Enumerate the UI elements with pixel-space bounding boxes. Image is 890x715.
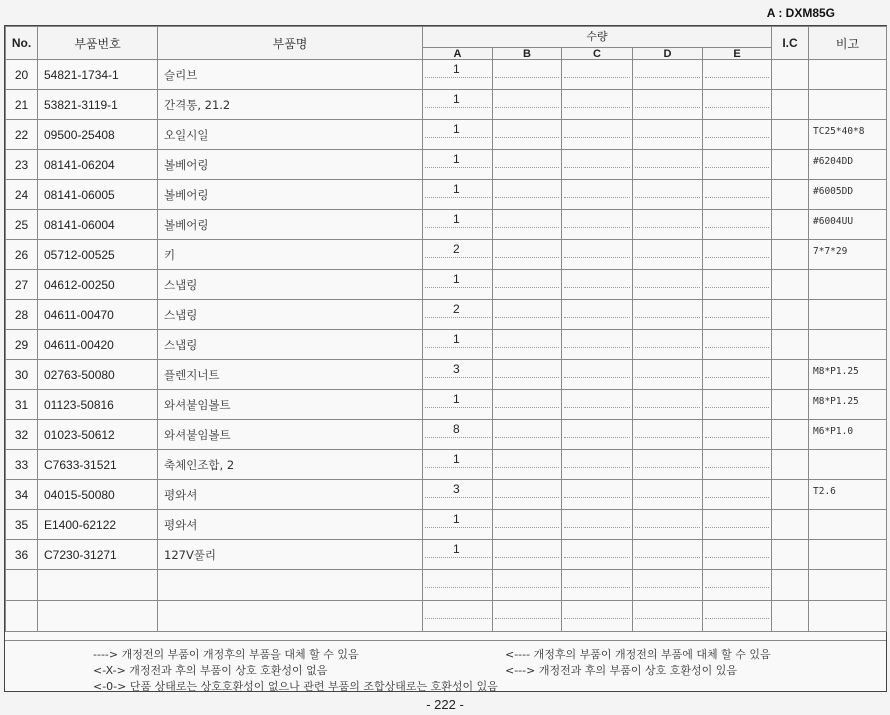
ic-cell [772, 60, 809, 90]
ic-cell [772, 480, 809, 510]
table-row [6, 390, 887, 420]
row-number: 23 [6, 150, 38, 180]
part-number: 08141-06004 [38, 210, 158, 240]
table-row [6, 540, 887, 570]
qty-c-cell [562, 120, 633, 150]
qty-a: 2 [453, 302, 460, 316]
part-name: 와셔붙임볼트 [158, 420, 423, 450]
qty-b-cell [493, 450, 562, 480]
ic-cell [772, 90, 809, 120]
ic-cell [772, 240, 809, 270]
empty-cell [633, 570, 703, 601]
header-part-no: 부품번호 [38, 27, 158, 60]
qty-c-cell [562, 330, 633, 360]
part-number: C7230-31271 [38, 540, 158, 570]
qty-c-cell [562, 390, 633, 420]
remark: #6005DD [809, 180, 887, 210]
part-name: 볼베어링 [158, 210, 423, 240]
row-number: 22 [6, 120, 38, 150]
qty-a: 1 [453, 542, 460, 556]
table-row [6, 480, 887, 510]
row-number: 35 [6, 510, 38, 540]
qty-b-cell [493, 540, 562, 570]
ic-cell [772, 270, 809, 300]
part-name: 슬리브 [158, 60, 423, 90]
table-row [6, 60, 887, 90]
ic-cell [772, 210, 809, 240]
ic-cell [772, 450, 809, 480]
remark [809, 540, 887, 570]
qty-a: 3 [453, 362, 460, 376]
row-number: 33 [6, 450, 38, 480]
header-col-e: E [703, 48, 772, 60]
qty-d-cell [633, 540, 703, 570]
empty-row [6, 570, 887, 601]
header-remarks: 비고 [809, 27, 887, 60]
part-number: 54821-1734-1 [38, 60, 158, 90]
ic-cell [772, 510, 809, 540]
part-number: 04612-00250 [38, 270, 158, 300]
empty-cell [772, 601, 809, 632]
header-ic: I.C [772, 27, 809, 60]
qty-c-cell [562, 540, 633, 570]
table-row [6, 210, 887, 240]
qty-e-cell [703, 390, 772, 420]
row-number: 20 [6, 60, 38, 90]
ic-cell [772, 540, 809, 570]
empty-cell [562, 601, 633, 632]
header-col-a: A [423, 48, 493, 60]
qty-d-cell [633, 120, 703, 150]
header-col-c: C [562, 48, 633, 60]
remark [809, 330, 887, 360]
qty-b-cell [493, 60, 562, 90]
remark: #6004UU [809, 210, 887, 240]
qty-c-cell [562, 270, 633, 300]
qty-e-cell [703, 480, 772, 510]
empty-cell [423, 570, 493, 601]
qty-a-cell [423, 120, 493, 150]
qty-a-cell [423, 450, 493, 480]
row-number: 24 [6, 180, 38, 210]
part-number: 04611-00420 [38, 330, 158, 360]
part-number: 09500-25408 [38, 120, 158, 150]
empty-cell [633, 601, 703, 632]
qty-a-cell [423, 540, 493, 570]
qty-b-cell [493, 120, 562, 150]
part-name: 스냅링 [158, 300, 423, 330]
qty-a: 8 [453, 422, 460, 436]
qty-c-cell [562, 60, 633, 90]
qty-b-cell [493, 480, 562, 510]
qty-d-cell [633, 210, 703, 240]
qty-b-cell [493, 360, 562, 390]
empty-cell [38, 570, 158, 601]
qty-a: 3 [453, 482, 460, 496]
table-row [6, 270, 887, 300]
legend-not-compatible: <-X-> 개정전과 후의 부품이 상호 호환성이 없음 [93, 664, 328, 677]
remark: M8*P1.25 [809, 360, 887, 390]
empty-cell [423, 601, 493, 632]
qty-a-cell [423, 150, 493, 180]
part-name: 스냅링 [158, 270, 423, 300]
qty-e-cell [703, 60, 772, 90]
row-number: 36 [6, 540, 38, 570]
remark [809, 270, 887, 300]
ic-cell [772, 330, 809, 360]
qty-c-cell [562, 150, 633, 180]
qty-d-cell [633, 240, 703, 270]
remark [809, 60, 887, 90]
qty-c-cell [562, 90, 633, 120]
part-number: 04015-50080 [38, 480, 158, 510]
parts-rows [6, 60, 887, 632]
empty-cell [772, 570, 809, 601]
header-no: No. [6, 27, 38, 60]
qty-b-cell [493, 390, 562, 420]
qty-c-cell [562, 360, 633, 390]
qty-a-cell [423, 420, 493, 450]
row-number: 26 [6, 240, 38, 270]
header-part-name: 부품명 [158, 27, 423, 60]
qty-a-cell [423, 60, 493, 90]
qty-a-cell [423, 480, 493, 510]
qty-e-cell [703, 150, 772, 180]
table-row [6, 150, 887, 180]
empty-cell [158, 601, 423, 632]
empty-cell [703, 601, 772, 632]
ic-cell [772, 390, 809, 420]
part-number: 53821-3119-1 [38, 90, 158, 120]
empty-row [6, 601, 887, 632]
qty-d-cell [633, 270, 703, 300]
qty-a: 1 [453, 512, 460, 526]
qty-a-cell [423, 240, 493, 270]
row-number: 29 [6, 330, 38, 360]
table-row [6, 180, 887, 210]
empty-cell [38, 601, 158, 632]
qty-e-cell [703, 510, 772, 540]
legend-assembly-compatible: <-0-> 단품 상태로는 상호호환성이 없으나 관련 부품의 조합상태로는 호환성이 있음 [93, 680, 498, 693]
remark: #6204DD [809, 150, 887, 180]
ic-cell [772, 120, 809, 150]
legend-replace-backward: <---- 개정후의 부품이 개정전의 부품에 대체 할 수 있음 [505, 648, 771, 661]
qty-a-cell [423, 390, 493, 420]
qty-e-cell [703, 180, 772, 210]
part-name: 127V풀리 [158, 540, 423, 570]
row-number: 21 [6, 90, 38, 120]
qty-d-cell [633, 480, 703, 510]
qty-c-cell [562, 420, 633, 450]
part-number: 02763-50080 [38, 360, 158, 390]
qty-a: 1 [453, 152, 460, 166]
legend-replace-forward: ----> 개정전의 부품이 개정후의 부품을 대체 할 수 있음 [93, 648, 359, 661]
remark: TC25*40*8 [809, 120, 887, 150]
qty-a-cell [423, 90, 493, 120]
qty-d-cell [633, 360, 703, 390]
compatibility-legend [5, 640, 886, 693]
qty-e-cell [703, 540, 772, 570]
qty-d-cell [633, 180, 703, 210]
qty-b-cell [493, 210, 562, 240]
ic-cell [772, 360, 809, 390]
row-number: 27 [6, 270, 38, 300]
table-row [6, 300, 887, 330]
empty-cell [493, 570, 562, 601]
qty-c-cell [562, 480, 633, 510]
part-name: 평와셔 [158, 510, 423, 540]
remark [809, 510, 887, 540]
qty-c-cell [562, 450, 633, 480]
qty-e-cell [703, 420, 772, 450]
qty-a-cell [423, 510, 493, 540]
qty-b-cell [493, 90, 562, 120]
remark [809, 90, 887, 120]
empty-cell [703, 570, 772, 601]
parts-sheet [4, 25, 887, 692]
empty-cell [809, 570, 887, 601]
remark [809, 300, 887, 330]
qty-a: 1 [453, 92, 460, 106]
part-name: 스냅링 [158, 330, 423, 360]
table-row [6, 90, 887, 120]
qty-a-cell [423, 300, 493, 330]
part-name: 볼베어링 [158, 180, 423, 210]
part-name: 볼베어링 [158, 150, 423, 180]
qty-d-cell [633, 390, 703, 420]
remark: M6*P1.0 [809, 420, 887, 450]
qty-c-cell [562, 180, 633, 210]
table-row [6, 360, 887, 390]
qty-a: 1 [453, 212, 460, 226]
qty-c-cell [562, 300, 633, 330]
page-number: - 222 - [426, 697, 464, 712]
qty-a: 1 [453, 332, 460, 346]
part-name: 축체인조합, 2 [158, 450, 423, 480]
part-name: 오일시일 [158, 120, 423, 150]
qty-c-cell [562, 240, 633, 270]
row-number: 25 [6, 210, 38, 240]
qty-a: 1 [453, 62, 460, 76]
qty-a-cell [423, 330, 493, 360]
remark [809, 450, 887, 480]
model-label: A : DXM85G [766, 6, 835, 20]
part-name: 평와셔 [158, 480, 423, 510]
part-name: 간격통, 21.2 [158, 90, 423, 120]
qty-d-cell [633, 90, 703, 120]
qty-d-cell [633, 450, 703, 480]
row-number: 30 [6, 360, 38, 390]
remark: M8*P1.25 [809, 390, 887, 420]
qty-a: 1 [453, 182, 460, 196]
qty-e-cell [703, 330, 772, 360]
qty-a: 1 [453, 272, 460, 286]
empty-cell [6, 601, 38, 632]
part-number: E1400-62122 [38, 510, 158, 540]
row-number: 34 [6, 480, 38, 510]
qty-b-cell [493, 420, 562, 450]
empty-cell [6, 570, 38, 601]
qty-d-cell [633, 300, 703, 330]
qty-e-cell [703, 360, 772, 390]
qty-a: 1 [453, 392, 460, 406]
qty-d-cell [633, 330, 703, 360]
qty-a: 2 [453, 242, 460, 256]
qty-e-cell [703, 240, 772, 270]
qty-c-cell [562, 210, 633, 240]
qty-a-cell [423, 270, 493, 300]
empty-cell [158, 570, 423, 601]
part-name: 플렌지너트 [158, 360, 423, 390]
qty-b-cell [493, 270, 562, 300]
qty-e-cell [703, 120, 772, 150]
qty-b-cell [493, 300, 562, 330]
ic-cell [772, 150, 809, 180]
parts-table [5, 26, 887, 632]
table-row [6, 120, 887, 150]
part-number: 01123-50816 [38, 390, 158, 420]
qty-d-cell [633, 150, 703, 180]
remark: T2.6 [809, 480, 887, 510]
part-number: 04611-00470 [38, 300, 158, 330]
qty-a: 1 [453, 452, 460, 466]
qty-b-cell [493, 150, 562, 180]
row-number: 31 [6, 390, 38, 420]
qty-d-cell [633, 60, 703, 90]
row-number: 32 [6, 420, 38, 450]
ic-cell [772, 180, 809, 210]
part-name: 키 [158, 240, 423, 270]
remark: 7*7*29 [809, 240, 887, 270]
qty-d-cell [633, 420, 703, 450]
qty-e-cell [703, 210, 772, 240]
empty-cell [562, 570, 633, 601]
part-number: 08141-06204 [38, 150, 158, 180]
qty-e-cell [703, 300, 772, 330]
qty-d-cell [633, 510, 703, 540]
qty-b-cell [493, 240, 562, 270]
empty-cell [493, 601, 562, 632]
table-row [6, 450, 887, 480]
header-col-b: B [493, 48, 562, 60]
row-number: 28 [6, 300, 38, 330]
qty-a: 1 [453, 122, 460, 136]
qty-e-cell [703, 270, 772, 300]
qty-a-cell [423, 210, 493, 240]
legend-compatible: <---> 개정전과 후의 부품이 상호 호환성이 있음 [505, 664, 737, 677]
qty-a-cell [423, 360, 493, 390]
qty-c-cell [562, 510, 633, 540]
qty-b-cell [493, 510, 562, 540]
ic-cell [772, 300, 809, 330]
qty-e-cell [703, 450, 772, 480]
ic-cell [772, 420, 809, 450]
part-number: 08141-06005 [38, 180, 158, 210]
qty-b-cell [493, 330, 562, 360]
qty-e-cell [703, 90, 772, 120]
table-row [6, 330, 887, 360]
table-row [6, 240, 887, 270]
part-number: 05712-00525 [38, 240, 158, 270]
qty-b-cell [493, 180, 562, 210]
table-row [6, 510, 887, 540]
empty-cell [809, 601, 887, 632]
part-number: 01023-50612 [38, 420, 158, 450]
header-col-d: D [633, 48, 703, 60]
table-row [6, 420, 887, 450]
header-quantity: 수량 [423, 27, 772, 48]
part-name: 와셔붙임볼트 [158, 390, 423, 420]
qty-a-cell [423, 180, 493, 210]
part-number: C7633-31521 [38, 450, 158, 480]
